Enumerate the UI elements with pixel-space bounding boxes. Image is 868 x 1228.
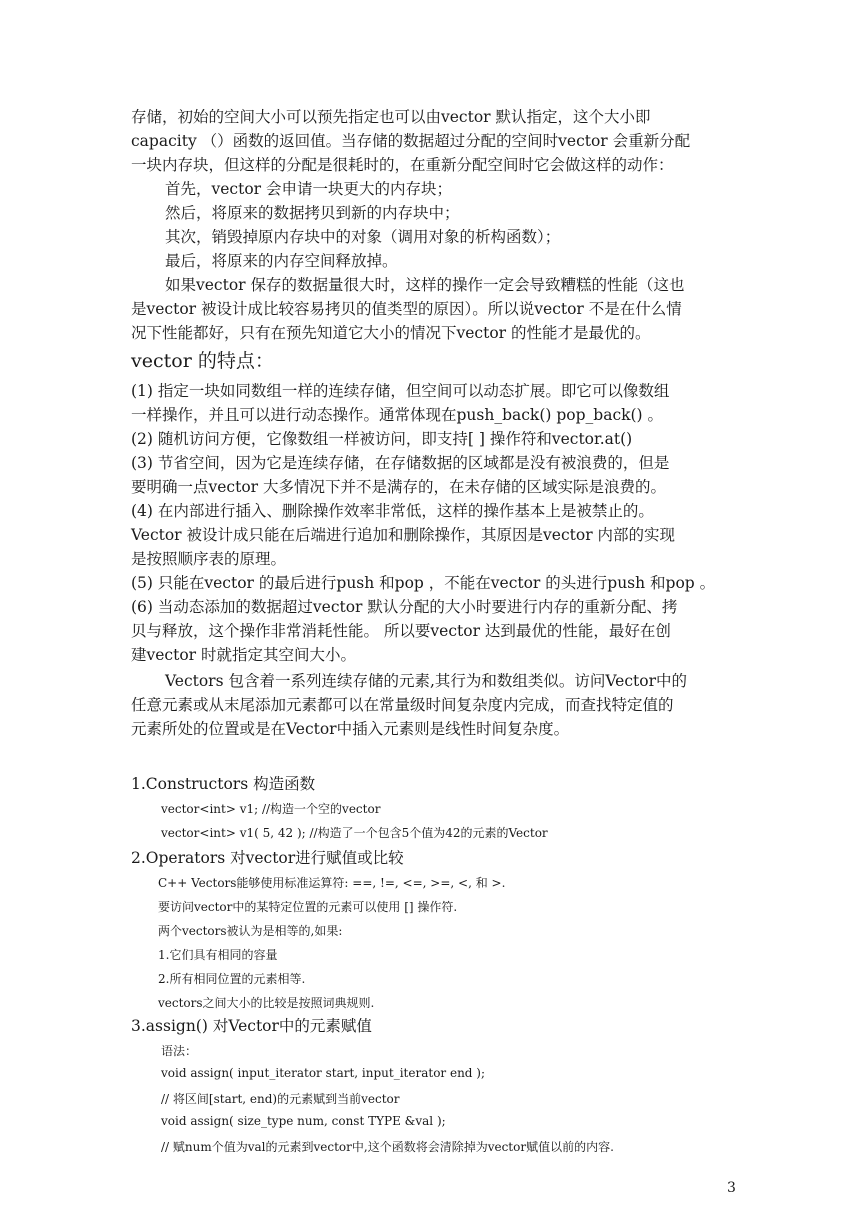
text-line: (6) 当动态添加的数据超过vector 默认分配的大小时要进行内存的重新分配、拷 xyxy=(131,598,678,616)
code-line: void assign( size_type num, const TYPE &val ); xyxy=(161,1114,446,1128)
text-line: capacity （）函数的返回值。当存储的数据超过分配的空间时vector 会重新分配 xyxy=(131,132,691,150)
text-line: (1) 指定一块如同数组一样的连续存储，但空间可以动态扩展。即它可以像数组 xyxy=(131,382,670,400)
section-title-constructors: 1.Constructors 构造函数 xyxy=(131,775,316,793)
section-title-assign: 3.assign() 对Vector中的元素赋值 xyxy=(131,1017,372,1035)
code-line: vector<int> v1( 5, 42 ); //构造了一个包含5个值为42的元素的Vector xyxy=(161,826,548,840)
text-line: 两个vectors被认为是相等的,如果: xyxy=(158,924,343,938)
text-line: 要访问vector中的某特定位置的元素可以使用 [] 操作符. xyxy=(158,900,458,914)
text-line: 建vector 时就指定其空间大小。 xyxy=(131,646,357,664)
code-line: // 将区间[start, end)的元素赋到当前vector xyxy=(161,1092,400,1106)
text-line: (3) 节省空间，因为它是连续存储，在存储数据的区域都是没有被浪费的，但是 xyxy=(131,454,670,472)
text-line: (5) 只能在vector 的最后进行push 和pop ，不能在vector 的头进行push 和pop 。 xyxy=(131,574,716,592)
text-line: 存储，初始的空间大小可以预先指定也可以由vector 默认指定，这个大小即 xyxy=(131,108,651,126)
text-line: 1.它们具有相同的容量 xyxy=(158,948,278,962)
text-line: 一样操作，并且可以进行动态操作。通常体现在push_back() pop_back() 。 xyxy=(131,406,664,424)
text-line: 贝与释放，这个操作非常消耗性能。 所以要vector 达到最优的性能，最好在创 xyxy=(131,622,671,640)
text-line: C++ Vectors能够使用标准运算符: ==, !=, <=, >=, <, 和 >. xyxy=(158,876,506,890)
page-number: 3 xyxy=(727,1180,736,1196)
code-line: vector<int> v1; //构造一个空的vector xyxy=(161,802,381,816)
text-line: (4) 在内部进行插入、删除操作效率非常低，这样的操作基本上是被禁止的。 xyxy=(131,502,654,520)
text-line: 如果vector 保存的数据量很大时，这样的操作一定会导致糟糕的性能（这也 xyxy=(165,276,685,294)
text-line: 首先，vector 会申请一块更大的内存块； xyxy=(165,180,453,198)
text-line: 要明确一点vector 大多情况下并不是满存的，在未存储的区域实际是浪费的。 xyxy=(131,478,667,496)
section-title-operators: 2.Operators 对vector进行赋值或比较 xyxy=(131,849,404,867)
text-line: 一块内存块，但这样的分配是很耗时的，在重新分配空间时它会做这样的动作： xyxy=(131,156,674,174)
text-line: 任意元素或从末尾添加元素都可以在常量级时间复杂度内完成，而查找特定值的 xyxy=(131,696,674,714)
code-line: void assign( input_iterator start, input_iterator end ); xyxy=(161,1066,486,1080)
text-line: vectors之间大小的比较是按照词典规则. xyxy=(158,996,375,1010)
text-line: 其次，销毁掉原内存块中的对象（调用对象的析构函数）； xyxy=(165,228,561,246)
text-line: 语法： xyxy=(161,1044,198,1058)
text-line: 是按照顺序表的原理。 xyxy=(131,550,287,568)
text-line: Vectors 包含着一系列连续存储的元素,其行为和数组类似。访问Vector中的 xyxy=(165,672,687,690)
text-line: 2.所有相同位置的元素相等. xyxy=(158,972,306,986)
code-line: // 赋num个值为val的元素到vector中,这个函数将会清除掉为vector赋值以前的内容. xyxy=(161,1140,614,1154)
section-heading: vector 的特点： xyxy=(131,350,274,372)
text-line: 元素所处的位置或是在Vector中插入元素则是线性时间复杂度。 xyxy=(131,720,570,738)
text-line: 是vector 被设计成比较容易拷贝的值类型的原因）。所以说vector 不是在什么情 xyxy=(131,300,682,318)
text-line: 然后，将原来的数据拷贝到新的内存块中； xyxy=(165,204,460,222)
text-line: 况下性能都好，只有在预先知道它大小的情况下vector 的性能才是最优的。 xyxy=(131,324,651,342)
text-line: Vector 被设计成只能在后端进行追加和删除操作，其原因是vector 内部的实现 xyxy=(131,526,676,544)
text-line: 最后，将原来的内存空间释放掉。 xyxy=(165,252,398,270)
text-line: (2) 随机访问方便，它像数组一样被访问，即支持[ ] 操作符和vector.at() xyxy=(131,430,633,448)
